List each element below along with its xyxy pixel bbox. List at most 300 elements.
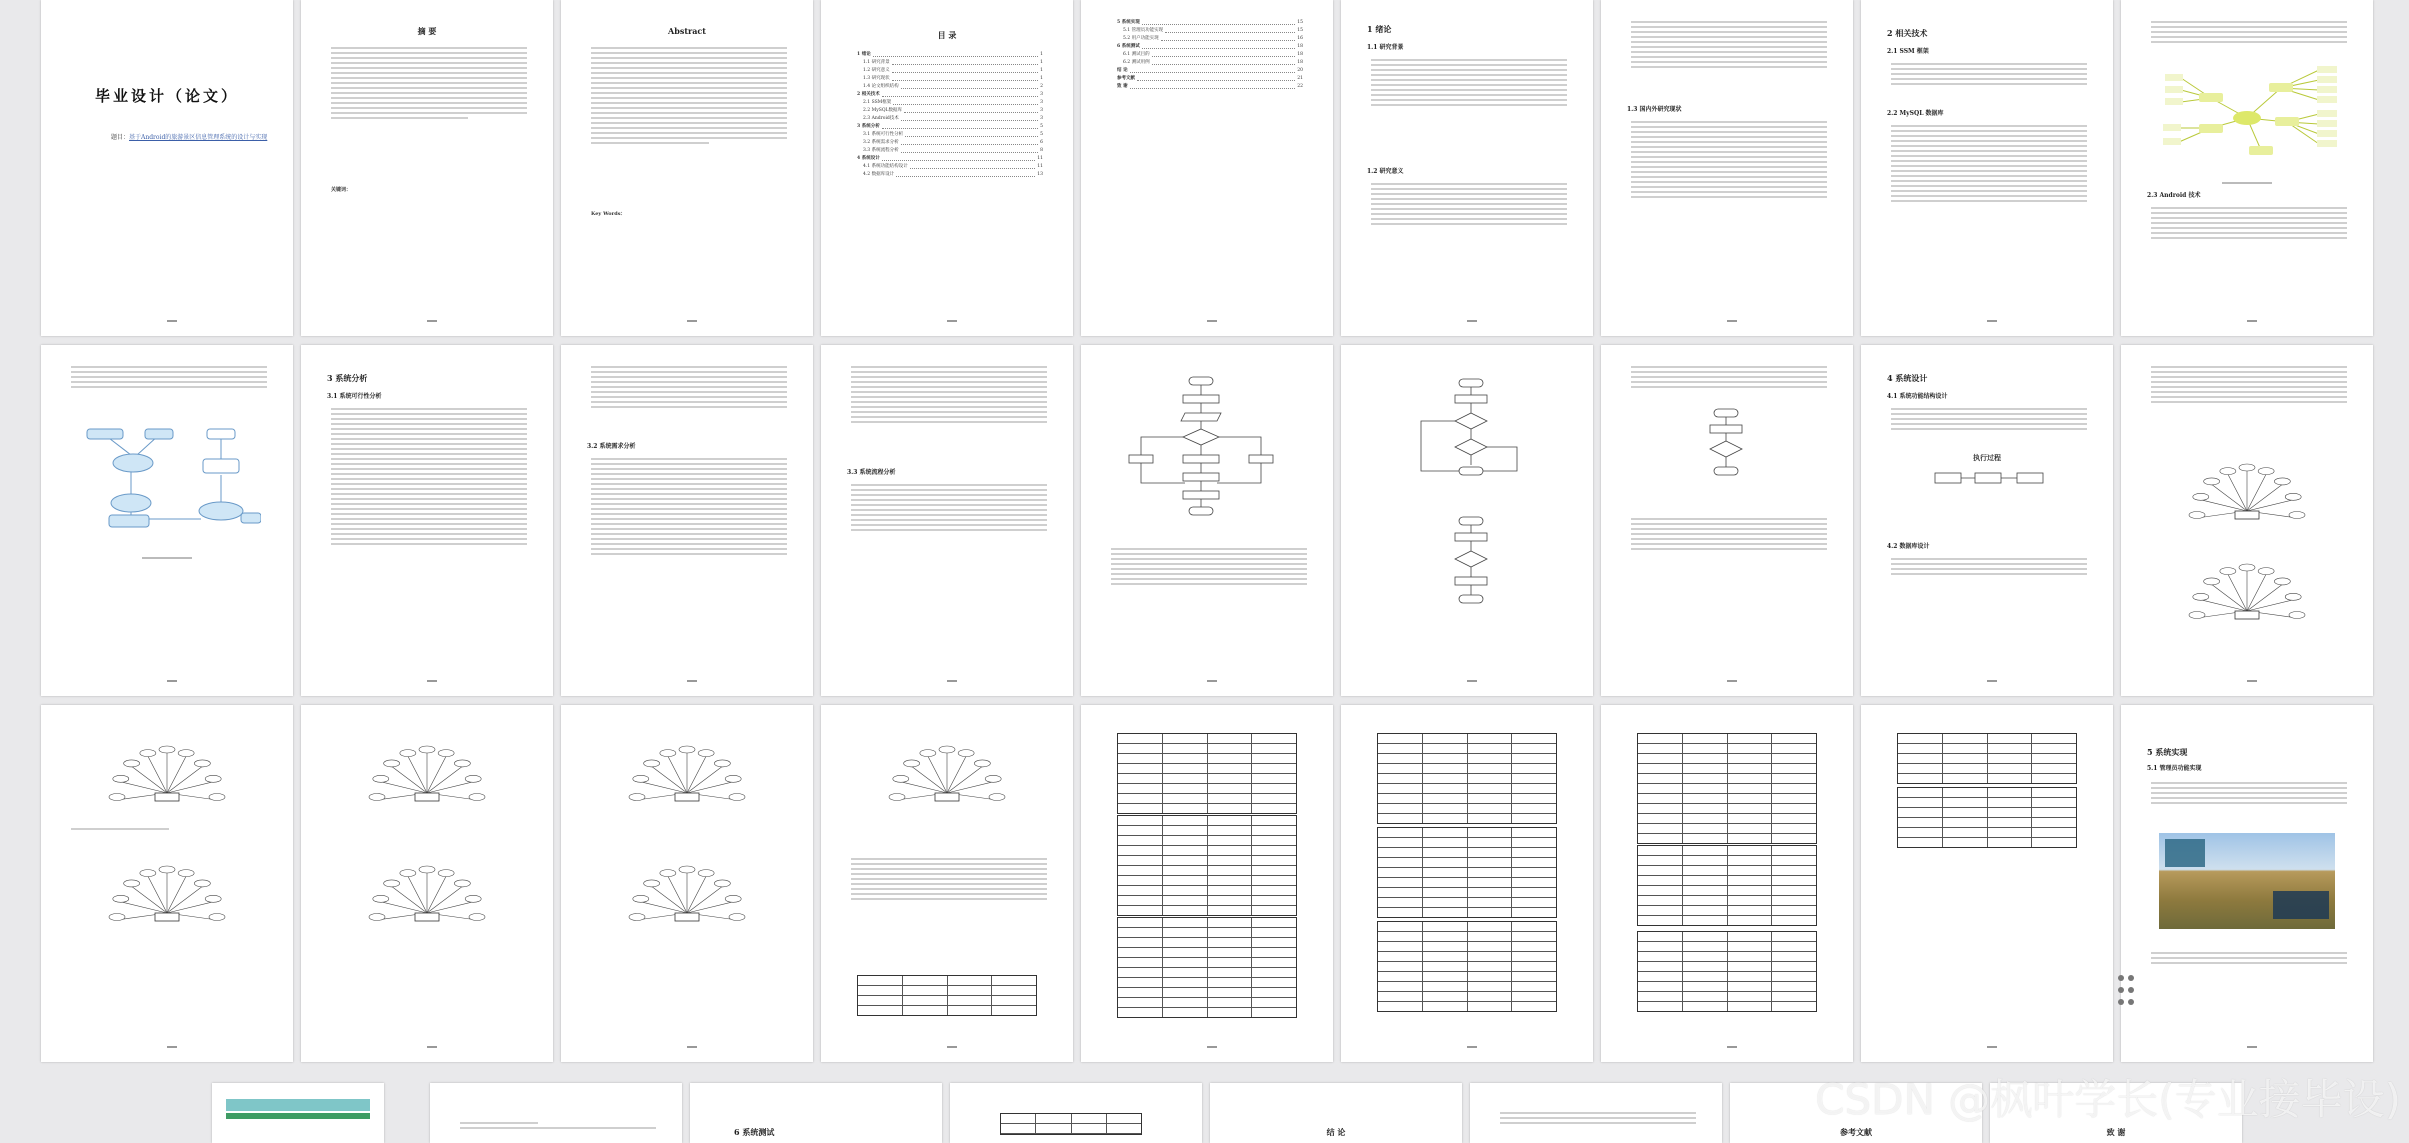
page-abstract-cn[interactable] [301, 0, 553, 336]
page-ch4[interactable] [1861, 345, 2113, 696]
table-cell [1638, 834, 1683, 843]
toc-leader [1142, 44, 1296, 49]
table-cell [1378, 804, 1423, 813]
page-tables-4[interactable] [1861, 705, 2113, 1062]
er-attribute [438, 750, 454, 757]
table-row [1378, 804, 1556, 814]
table-cell [1512, 922, 1556, 931]
table-cell [1252, 734, 1296, 743]
table-cell [1943, 838, 1988, 847]
table-cell [1638, 1002, 1683, 1011]
table-cell [1512, 1002, 1556, 1011]
heading-ch2: 2 相关技术 [1887, 28, 1928, 38]
screenshot-image [2159, 833, 2335, 929]
table-cell [1468, 952, 1513, 961]
er-diagram [877, 735, 1017, 805]
table-cell [1988, 818, 2033, 827]
table-cell [1772, 754, 1816, 763]
page-ch3[interactable] [301, 345, 553, 696]
page-ch2[interactable] [1861, 0, 2113, 336]
table-cell [1208, 846, 1253, 855]
table-cell [1898, 754, 1943, 763]
toc-entry[interactable] [857, 122, 1043, 130]
table-cell [1468, 962, 1513, 971]
er-attribute [454, 880, 470, 887]
table-row [1118, 764, 1296, 774]
er-attribute [178, 870, 194, 877]
table-cell [1118, 978, 1163, 987]
table-cell [1423, 962, 1468, 971]
data-table [1117, 815, 1297, 916]
heading-ch2-2: 2.2 MySQL 数据库 [1887, 110, 1944, 117]
toc-leader [892, 76, 1039, 81]
toc-entry[interactable] [1117, 18, 1303, 26]
toc-entry[interactable] [1117, 50, 1303, 58]
toc-entry[interactable] [1117, 26, 1303, 34]
table-row [1638, 942, 1816, 952]
table-cell [1512, 828, 1556, 837]
page-flowchart-1[interactable] [1081, 345, 1333, 696]
er-link [687, 756, 706, 793]
table-cell [1898, 764, 1943, 773]
table-cell [2032, 828, 2076, 837]
table-row [1638, 814, 1816, 824]
page-er-2[interactable] [41, 705, 293, 1062]
er-link [148, 876, 167, 913]
heading-ch3-1: 3.1 系统可行性分析 [327, 393, 382, 400]
table-row [1638, 744, 1816, 754]
cover-topic-label: 题目： [111, 134, 130, 141]
table-cell [1772, 866, 1816, 875]
toc-entry-page: 1 [1040, 75, 1043, 81]
table-row [1898, 788, 2076, 798]
toc-entry-page: 1 [1040, 51, 1043, 57]
toc-entry-title: 3 系统分析 [857, 124, 880, 129]
page-screenshot-partial[interactable] [212, 1083, 384, 1143]
table-cell [1423, 754, 1468, 763]
page-number [1467, 680, 1477, 682]
toc-entry[interactable] [857, 114, 1043, 122]
er-attribute [109, 794, 125, 801]
toc-entry-page: 6 [1040, 139, 1043, 145]
er-attribute [893, 775, 909, 782]
heading-conclusion: 结 论 [1326, 1127, 1346, 1137]
table-row [1118, 938, 1296, 948]
toc-entry-page: 11 [1037, 163, 1043, 169]
table-row [1898, 828, 2076, 838]
table-cell [1423, 774, 1468, 783]
table-cell [1208, 866, 1253, 875]
table-cell [1468, 784, 1513, 793]
table-row [1638, 764, 1816, 774]
table-row [1638, 972, 1816, 982]
table-cell [1898, 818, 1943, 827]
toc-entry[interactable] [857, 130, 1043, 138]
table-row [1638, 992, 1816, 1002]
page-er-1[interactable] [2121, 345, 2373, 696]
table-cell [1638, 942, 1683, 951]
table-cell [1728, 942, 1773, 951]
table-cell [1512, 784, 1556, 793]
table-cell [1728, 794, 1773, 803]
table-cell [2032, 808, 2076, 817]
page-number [167, 1046, 177, 1048]
table-cell [1728, 824, 1773, 833]
table-cell [1252, 938, 1296, 947]
table-cell [1512, 744, 1556, 753]
table-cell [1683, 962, 1728, 971]
data-table [1897, 787, 2077, 848]
page-flowchart-3[interactable] [1601, 345, 1853, 696]
architecture-figure [71, 415, 261, 545]
table-cell [1772, 876, 1816, 885]
table-cell [1163, 968, 1208, 977]
table-cell [1772, 962, 1816, 971]
table-cell [1118, 856, 1163, 865]
er-attribute [194, 760, 210, 767]
toc-entry-title: 3.2 系统需求分析 [863, 140, 899, 145]
table-cell [1252, 906, 1296, 915]
er-attribute [939, 746, 955, 753]
table-cell [1423, 858, 1468, 867]
table-cell [1423, 838, 1468, 847]
table-cell [1468, 992, 1513, 1001]
er-entity [2235, 511, 2259, 519]
er-attribute [2193, 593, 2209, 600]
toc-entry[interactable] [857, 170, 1043, 178]
er-link [121, 782, 167, 793]
er-attribute [725, 775, 741, 782]
er-link [2228, 574, 2247, 611]
page-ch3-2[interactable] [561, 345, 813, 696]
toc-entry[interactable] [1117, 34, 1303, 42]
table-cell [2032, 818, 2076, 827]
toc-entry[interactable] [857, 58, 1043, 66]
table-row [1118, 826, 1296, 836]
er-attribute [140, 750, 156, 757]
table-cell [1378, 764, 1423, 773]
toc-entry[interactable] [857, 98, 1043, 106]
table-cell [1772, 856, 1816, 865]
table-cell [1468, 1002, 1513, 1011]
er-attribute [974, 760, 990, 767]
table-cell [1512, 898, 1556, 907]
table-cell [1118, 816, 1163, 825]
table-cell [1423, 942, 1468, 951]
toc-entry[interactable] [857, 162, 1043, 170]
er-attribute [2289, 512, 2305, 519]
table-cell [1988, 774, 2033, 783]
page-tables-1[interactable] [1081, 705, 1333, 1062]
data-table [1377, 827, 1557, 918]
table-cell [1943, 754, 1988, 763]
table-cell [1118, 958, 1163, 967]
table-cell [1638, 814, 1683, 823]
table-row [1118, 968, 1296, 978]
page-ch5[interactable] [2121, 705, 2373, 1062]
er-link [427, 876, 446, 913]
er-link [687, 782, 733, 793]
table-cell [1468, 858, 1513, 867]
er-attribute [2289, 612, 2305, 619]
page-toc-1[interactable] [821, 0, 1073, 336]
table-cell [1252, 784, 1296, 793]
table-cell [1728, 754, 1773, 763]
table-row [1638, 866, 1816, 876]
table-cell [1988, 828, 2033, 837]
table-cell [1898, 808, 1943, 817]
data-table [1117, 733, 1297, 814]
er-attribute [159, 746, 175, 753]
er-attribute [384, 760, 400, 767]
table-cell [1512, 858, 1556, 867]
toc-entry[interactable] [857, 154, 1043, 162]
toc-entry-page: 1 [1040, 59, 1043, 65]
table-cell [1163, 886, 1208, 895]
table-cell [1423, 922, 1468, 931]
toc-entry[interactable] [857, 50, 1043, 58]
table-cell [1683, 856, 1728, 865]
table-cell [1163, 744, 1208, 753]
table-cell [1378, 932, 1423, 941]
page-cover[interactable] [41, 0, 293, 336]
table-cell [1118, 836, 1163, 845]
table-cell [1512, 982, 1556, 991]
page-architecture[interactable] [41, 345, 293, 696]
table-cell [1728, 962, 1773, 971]
page-table-partial[interactable] [950, 1083, 1202, 1143]
page-number [947, 1046, 957, 1048]
table-cell [1208, 734, 1253, 743]
function-structure-figure [1931, 463, 2051, 523]
er-attribute [2204, 478, 2220, 485]
table-cell [1163, 826, 1208, 835]
page-number [947, 320, 957, 322]
er-attribute [140, 870, 156, 877]
table-cell [1163, 948, 1208, 957]
table-cell [1943, 798, 1988, 807]
table-cell [1118, 948, 1163, 957]
toc-entry-page: 1 [1040, 67, 1043, 73]
table-cell [1898, 798, 1943, 807]
toc-entry[interactable] [857, 74, 1043, 82]
table-cell [1252, 886, 1296, 895]
table-cell [1118, 734, 1163, 743]
toc-leader [1142, 20, 1296, 25]
toc-entry[interactable] [857, 90, 1043, 98]
page-tables-2[interactable] [1341, 705, 1593, 1062]
toc-entry[interactable] [1117, 66, 1303, 74]
table-row [1378, 972, 1556, 982]
er-attribute [2239, 464, 2255, 471]
table-cell [1988, 744, 2033, 753]
page-abstract-en[interactable] [561, 0, 813, 336]
table-cell [1772, 794, 1816, 803]
table-cell [1118, 754, 1163, 763]
page-flowchart-2[interactable] [1341, 345, 1593, 696]
table-cell [1683, 784, 1728, 793]
toc-entry[interactable] [1117, 74, 1303, 82]
page-number [947, 680, 957, 682]
table-cell [1988, 798, 2033, 807]
er-attribute [679, 866, 695, 873]
er-attribute [109, 914, 125, 921]
page-ch2-mindmap[interactable] [2121, 0, 2373, 336]
er-attribute [373, 775, 389, 782]
page-nav-control[interactable] [2118, 975, 2140, 1007]
toc-entry[interactable] [857, 82, 1043, 90]
er-attribute [465, 775, 481, 782]
table-cell [1638, 896, 1683, 905]
toc-entry-page: 5 [1040, 123, 1043, 129]
table-cell [1468, 838, 1513, 847]
table-cell [2032, 764, 2076, 773]
toc-entry[interactable] [857, 66, 1043, 74]
er-attribute [373, 895, 389, 902]
table-cell [1208, 998, 1253, 1007]
data-table [1377, 733, 1557, 824]
table-cell [1378, 982, 1423, 991]
heading-ch2-1: 2.1 SSM 框架 [1887, 48, 1929, 55]
er-attribute [419, 866, 435, 873]
er-attribute [2220, 468, 2236, 475]
table-cell [1163, 784, 1208, 793]
table-cell [1638, 824, 1683, 833]
er-attribute [629, 914, 645, 921]
er-diagram [97, 855, 237, 925]
table-row [1898, 744, 2076, 754]
toc-entry[interactable] [1117, 82, 1303, 90]
toc-entry-page: 20 [1297, 67, 1303, 73]
table-cell [1118, 896, 1163, 905]
table-row [1378, 858, 1556, 868]
table-row [1118, 846, 1296, 856]
heading-ch3: 3 系统分析 [327, 373, 368, 383]
page-conclusion[interactable] [1210, 1083, 1462, 1143]
er-attribute [2258, 468, 2274, 475]
page-tables-3[interactable] [1601, 705, 1853, 1062]
er-link [668, 876, 687, 913]
table-cell [1772, 942, 1816, 951]
table-cell [1423, 992, 1468, 1001]
table-row [1638, 876, 1816, 886]
table-cell [1943, 744, 1988, 753]
er-attribute [644, 760, 660, 767]
toc-leader [901, 84, 1039, 89]
table-cell [1252, 744, 1296, 753]
er-entity [155, 793, 179, 801]
er-attribute [729, 914, 745, 921]
table-cell [2032, 754, 2076, 763]
table-cell [1683, 886, 1728, 895]
page-conclusion-cont[interactable] [1470, 1083, 1722, 1143]
toc-entry[interactable] [857, 106, 1043, 114]
table-cell [1378, 888, 1423, 897]
cover-title: 毕业设计（论文） [94, 87, 239, 105]
toc-entry[interactable] [1117, 42, 1303, 50]
page-ch1-cont[interactable] [1601, 0, 1853, 336]
page-number [2247, 320, 2257, 322]
table-cell [1208, 948, 1253, 957]
table-cell [1208, 774, 1253, 783]
table-cell [1638, 734, 1683, 743]
table-cell [1728, 932, 1773, 941]
er-diagram [357, 855, 497, 925]
toc-entry[interactable] [857, 146, 1043, 154]
toc-leader [905, 132, 1038, 137]
table-cell [1468, 898, 1513, 907]
table-row [1898, 754, 2076, 764]
table-cell [1252, 866, 1296, 875]
table-cell [1468, 764, 1513, 773]
toc-leader [1137, 76, 1295, 81]
table-row [1638, 962, 1816, 972]
table-cell [1898, 774, 1943, 783]
table-cell [1638, 856, 1683, 865]
page-number [1207, 1046, 1217, 1048]
table-cell [1423, 744, 1468, 753]
er-link [668, 756, 687, 793]
table-cell [1943, 764, 1988, 773]
figure-caption [2121, 180, 2373, 185]
table-row [1378, 744, 1556, 754]
page-ch6[interactable] [690, 1083, 942, 1143]
er-attribute [698, 750, 714, 757]
table-row [1638, 754, 1816, 764]
er-attribute [2285, 493, 2301, 500]
table-row [1378, 868, 1556, 878]
table-row [1638, 886, 1816, 896]
heading-ch5: 5 系统实现 [2147, 747, 2188, 757]
table-cell [1252, 856, 1296, 865]
mindmap-root [2233, 111, 2261, 125]
table-cell [1512, 804, 1556, 813]
table-cell [1772, 846, 1816, 855]
er-link [947, 756, 966, 793]
arch-db-node [109, 515, 149, 527]
table-cell [1252, 836, 1296, 845]
page-er-3[interactable] [301, 705, 553, 1062]
table-cell [1378, 814, 1423, 823]
page-er-5[interactable] [821, 705, 1073, 1062]
table-cell [1683, 804, 1728, 813]
page-toc-2[interactable] [1081, 0, 1333, 336]
toc-entry[interactable] [1117, 58, 1303, 66]
heading-ch1-3: 1.3 国内外研究现状 [1627, 106, 1682, 113]
table-cell [1772, 896, 1816, 905]
page-ch3-3[interactable] [821, 345, 1073, 696]
page-er-4[interactable] [561, 705, 813, 1062]
table-cell [1512, 838, 1556, 847]
page-ch1[interactable] [1341, 0, 1593, 336]
er-attribute [465, 895, 481, 902]
table-row [1118, 804, 1296, 813]
er-attribute [159, 866, 175, 873]
table-row [1378, 734, 1556, 744]
er-attribute [985, 775, 1001, 782]
table-row [1118, 988, 1296, 998]
table-cell [1683, 846, 1728, 855]
page-partial-2[interactable] [430, 1083, 682, 1143]
table-cell [1378, 744, 1423, 753]
table-cell [1943, 774, 1988, 783]
table-cell [1728, 814, 1773, 823]
table-cell [1512, 868, 1556, 877]
page-number [1987, 680, 1997, 682]
heading-ch1-2: 1.2 研究意义 [1367, 168, 1404, 175]
table-cell [1163, 958, 1208, 967]
toc-entry[interactable] [857, 138, 1043, 146]
